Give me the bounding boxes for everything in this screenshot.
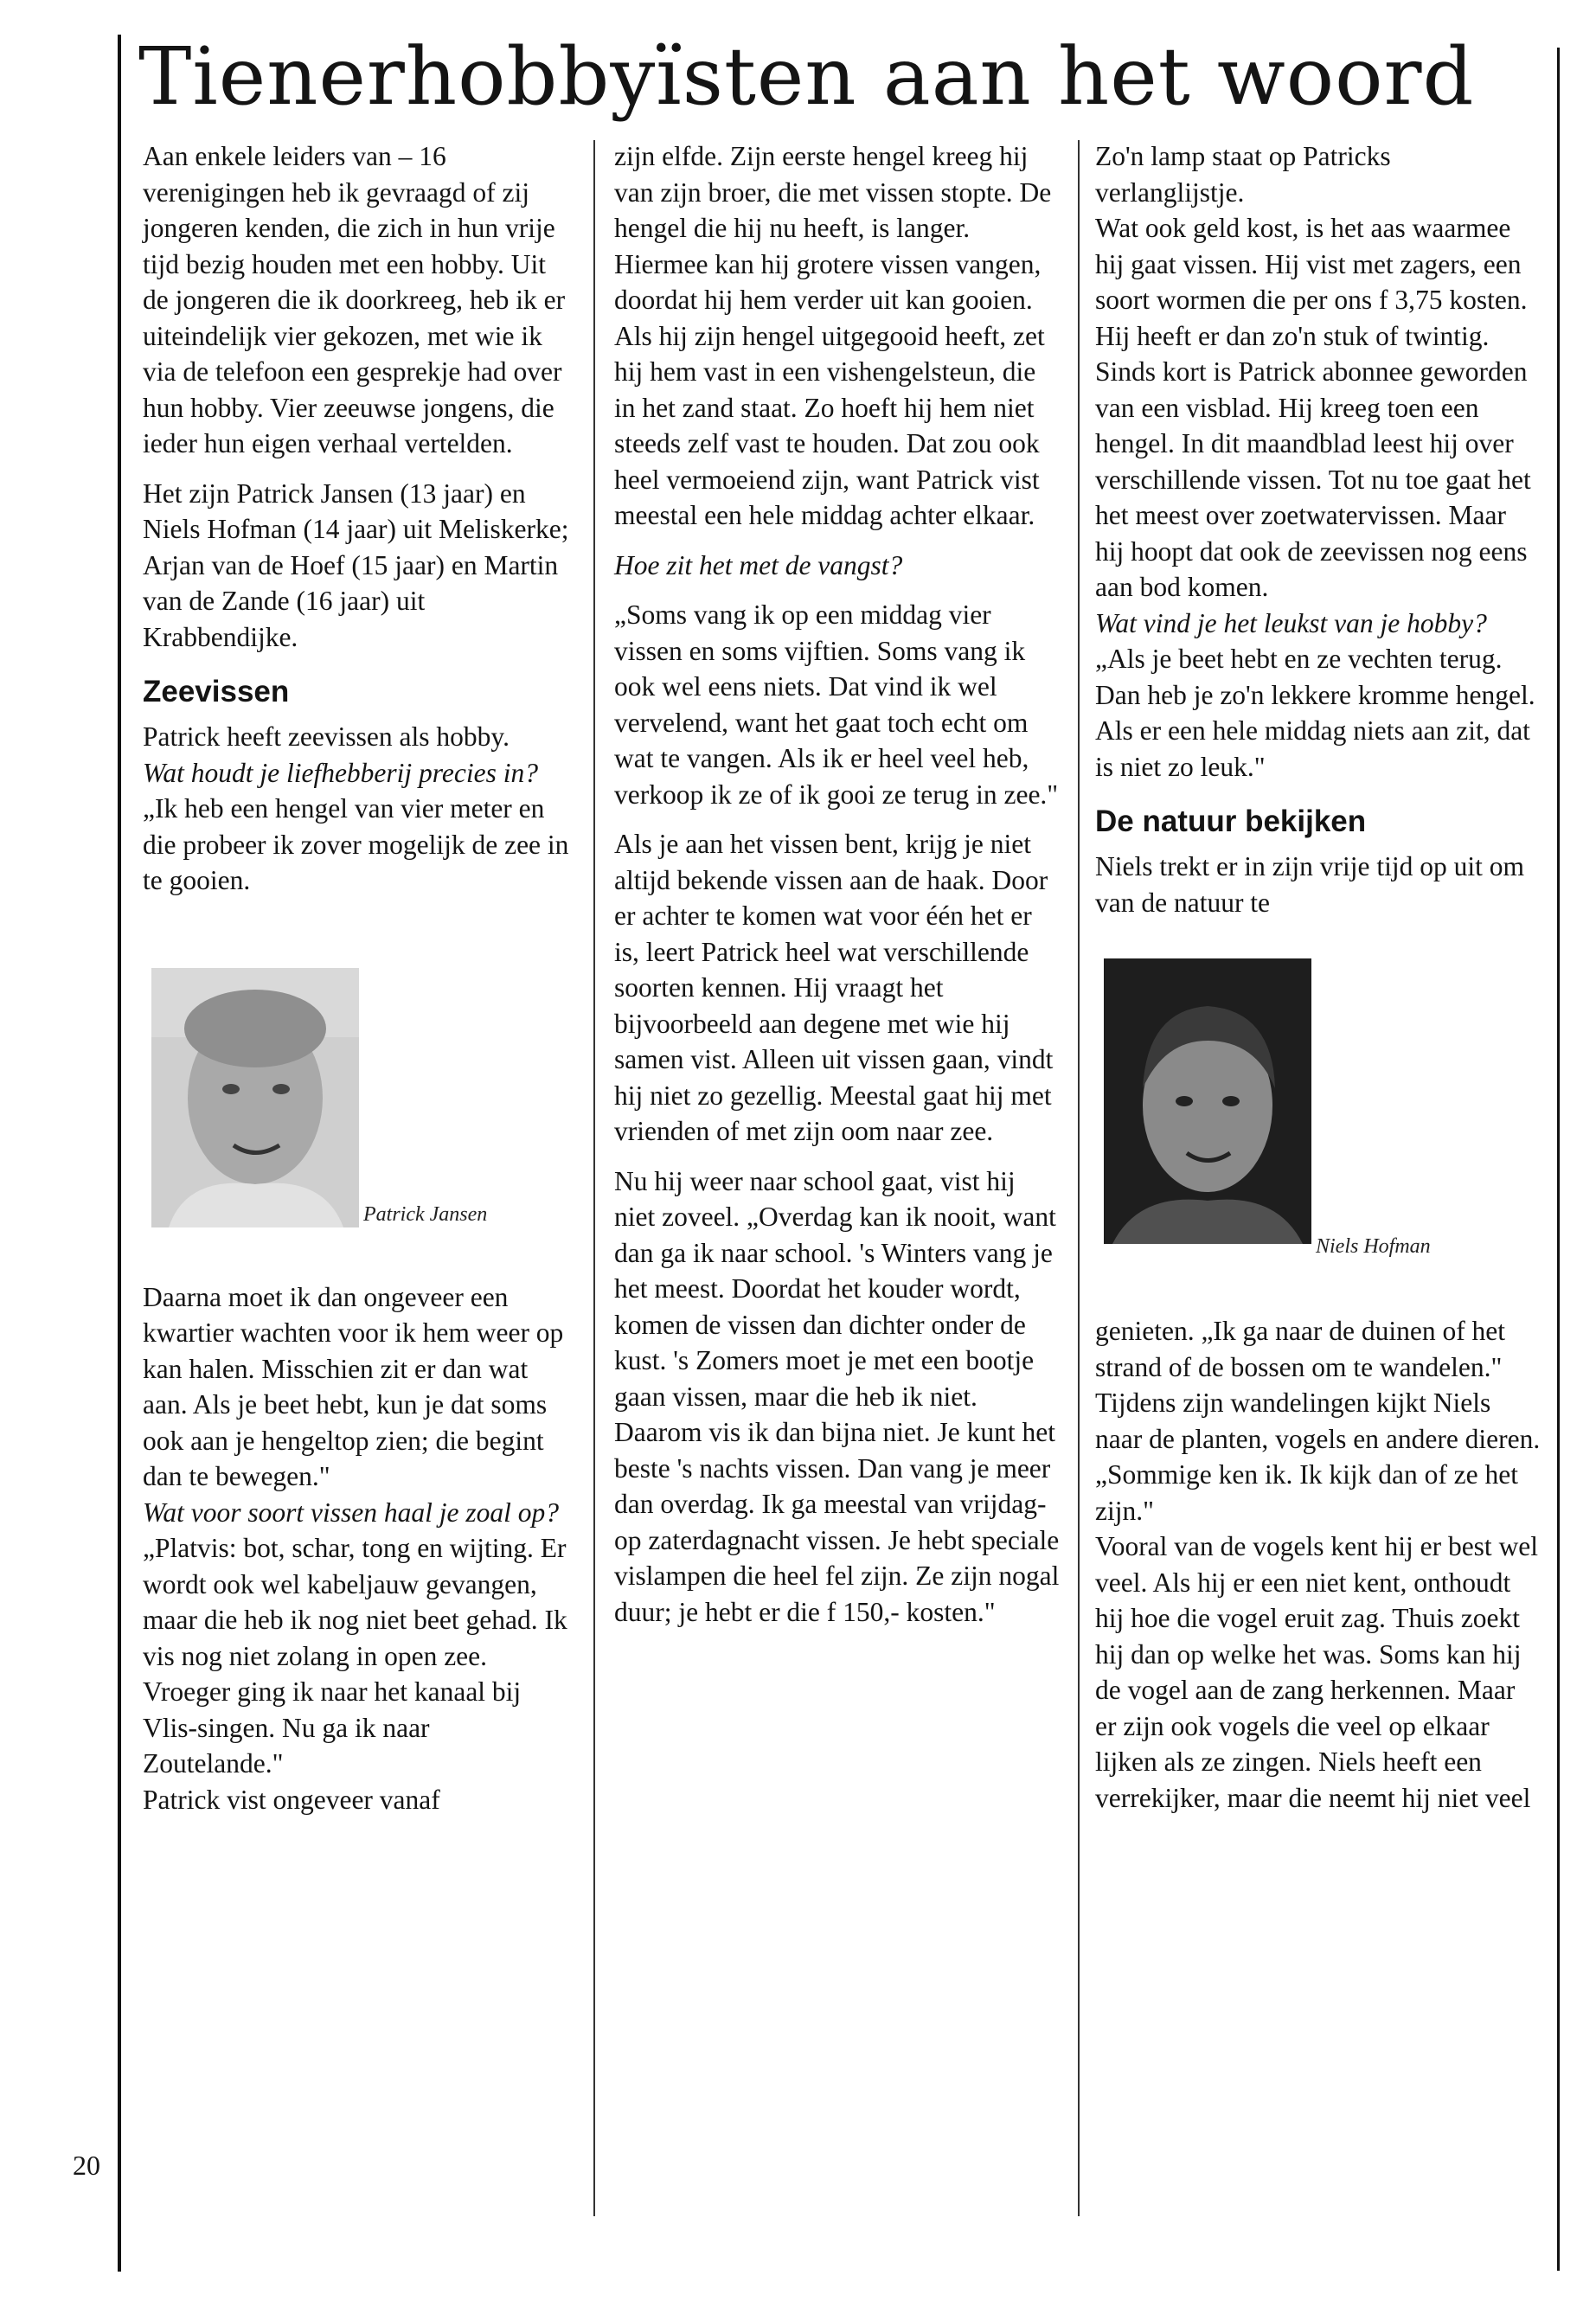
- body-paragraph: Daarna moet ik dan ongeveer een kwartier wachten voor ik hem weer op kan halen. Misschien zit er dan wat aan. Als je beet hebt, kun je dat soms ook aan je hengeltop zien; die begint dan te bewegen.": [143, 1281, 564, 1491]
- column-divider-2: [1078, 140, 1080, 2216]
- body-paragraph: Zo'n lamp staat op Patricks verlanglijstje.: [1095, 141, 1391, 208]
- interview-answer: „Als je beet hebt en ze vechten terug. Dan heb je zo'n lekkere kromme hengel. Als er een hele middag niets aan zit, dat is niet zo leuk.": [1095, 644, 1535, 782]
- interview-answer: „Soms vang ik op een middag vier vissen en soms vijftien. Soms vang ik ook wel eens niets. Dat vind ik wel vervelend, want het gaat toch echt om wat te vangen. Als ik er heel veel heb, verkoop ik ze of ik gooi ze terug in zee.": [614, 599, 1059, 810]
- body-paragraph: Als je aan het vissen bent, krijg je niet altijd bekende vissen aan de haak. Door er achter te komen wat voor één het er is, leert Patrick heel wat verschillende soorten kennen. Hij vraagt het bijvoorbeeld aan degene met wie hij samen vist. Alleen uit vissen gaan, vindt hij niet zo gezellig. Meestal gaat hij met vrienden of met zijn oom naar zee.: [614, 829, 1054, 1146]
- interview-question: Wat voor soort vissen haal je zoal op?: [143, 1497, 559, 1528]
- portrait-photo-patrick-jansen: [151, 968, 359, 1227]
- interview-question: Wat vind je het leukst van je hobby?: [1095, 607, 1487, 638]
- body-paragraph: Wat ook geld kost, is het aas waarmee hij gaat vissen. Hij vist met zagers, een soort wormen die per ons f 3,75 kosten. Hij heeft er dan zo'n stuk of twintig.: [1095, 213, 1528, 351]
- photo-patrick-block: [143, 968, 575, 1245]
- interview-answer: „Ik heb een hengel van vier meter en die probeer ik zover mogelijk de zee in te gooien.: [143, 793, 569, 895]
- right-border-rule: [1557, 48, 1560, 2271]
- interview-question: Wat houdt je liefhebberij precies in?: [143, 757, 538, 788]
- names-paragraph: Het zijn Patrick Jansen (13 jaar) en Niels Hofman (14 jaar) uit Meliskerke; Arjan van de Hoef (15 jaar) en Martin van de Zande (16 jaar) uit Krabbendijke.: [143, 478, 569, 652]
- column-divider-1: [593, 140, 595, 2216]
- photo-caption: Niels Hofman: [1316, 1235, 1431, 1258]
- body-paragraph: Vooral van de vogels kent hij er best wel veel. Als hij er een niet kent, onthoudt hij hoe die vogel eruit zag. Thuis zoekt hij dan op welke het was. Soms kan hij de vogel aan de zang herkennen. Maar er zijn ook vogels die veel op elkaar lijken als ze zingen. Niels heeft een verrekijker, maar die neemt hij niet veel: [1095, 1531, 1539, 1813]
- column-1: [143, 138, 575, 1831]
- section-heading-natuur: De natuur bekijken: [1095, 804, 1367, 838]
- photo-niels-block: [1095, 958, 1541, 1287]
- interview-question: Hoe zit het met de vangst?: [614, 549, 903, 580]
- body-paragraph: Niels trekt er in zijn vrije tijd op uit om van de natuur te: [1095, 851, 1525, 918]
- body-paragraph: Sinds kort is Patrick abonnee geworden van een visblad. Hij kreeg toen een hengel. In dit maandblad leest hij over verschillende vissen. Tot nu toe gaat het het meest over zoetwatervissen. Maar hij hoopt dat ook de zeevissen nog eens aan bod komen.: [1095, 356, 1531, 602]
- portrait-photo-niels-hofman: [1104, 958, 1311, 1244]
- column-2: [614, 138, 1060, 1644]
- left-border-rule: [118, 35, 121, 2272]
- page-number: 20: [73, 2150, 100, 2181]
- photo-caption: Patrick Jansen: [363, 1202, 488, 1226]
- article-title: Tienerhobbyïsten aan het woord: [138, 30, 1475, 123]
- body-paragraph: Patrick heeft zeevissen als hobby.: [143, 721, 510, 752]
- body-paragraph: zijn elfde. Zijn eerste hengel kreeg hij van zijn broer, die met vissen stopte. De hengel die hij nu heeft, is langer. Hiermee kan hij grotere vissen vangen, doordat hij hem verder uit kan gooien. Als hij zijn hengel uitgegooid heeft, zet hij hem vast in een vishengelsteun, die in het zand staat. Zo hoeft hij hem niet steeds zelf vast te houden. Dat zou ook heel vermoeiend zijn, want Patrick vist meestal een hele middag achter elkaar.: [614, 141, 1052, 530]
- body-paragraph: Patrick vist ongeveer vanaf: [143, 1784, 440, 1815]
- intro-paragraph: Aan enkele leiders van – 16 verenigingen heb ik gevraagd of zij jongeren kenden, die zich in hun vrije tijd bezig houden met een hobby. Uit de jongeren die ik doorkreeg, heb ik er uiteindelijk vier gekozen, met wie ik via de telefoon een gesprekje had over hun hobby. Vier zeeuwse jongens, die ieder hun eigen verhaal vertelden.: [143, 141, 566, 458]
- column-3: [1095, 138, 1541, 1830]
- section-heading-zeevissen: Zeevissen: [143, 675, 290, 708]
- body-paragraph: Nu hij weer naar school gaat, vist hij niet zoveel. „Overdag kan ik nooit, want dan ga ik naar school. 's Winters vang je het meest. Doordat het kouder wordt, komen de vissen dan dichter onder de kust. 's Zomers moet je met een bootje gaan vissen, maar die heb ik niet. Daarom vis ik dan bijna niet. Je kunt het beste 's nachts vissen. Dan vang je meer dan overdag. Ik ga meestal van vrijdag- op zaterdagnacht vissen. Je hebt speciale vislampen die heel fel zijn. Ze zijn nogal duur; je hebt er die f 150,- kosten.": [614, 1165, 1060, 1627]
- interview-answer: „Platvis: bot, schar, tong en wijting. Er wordt ook wel kabeljauw gevangen, maar die heb ik nog niet beet gehad. Ik vis nog niet zolang in open zee. Vroeger ging ik naar het kanaal bij Vlis-singen. Nu ga ik naar Zoutelande.": [143, 1533, 567, 1779]
- body-paragraph: genieten. „Ik ga naar de duinen of het strand of de bossen om te wandelen." Tijdens zijn wandelingen kijkt Niels naar de planten, vogels en andere dieren. „Sommige ken ik. Ik kijk dan of ze het zijn.": [1095, 1316, 1541, 1526]
